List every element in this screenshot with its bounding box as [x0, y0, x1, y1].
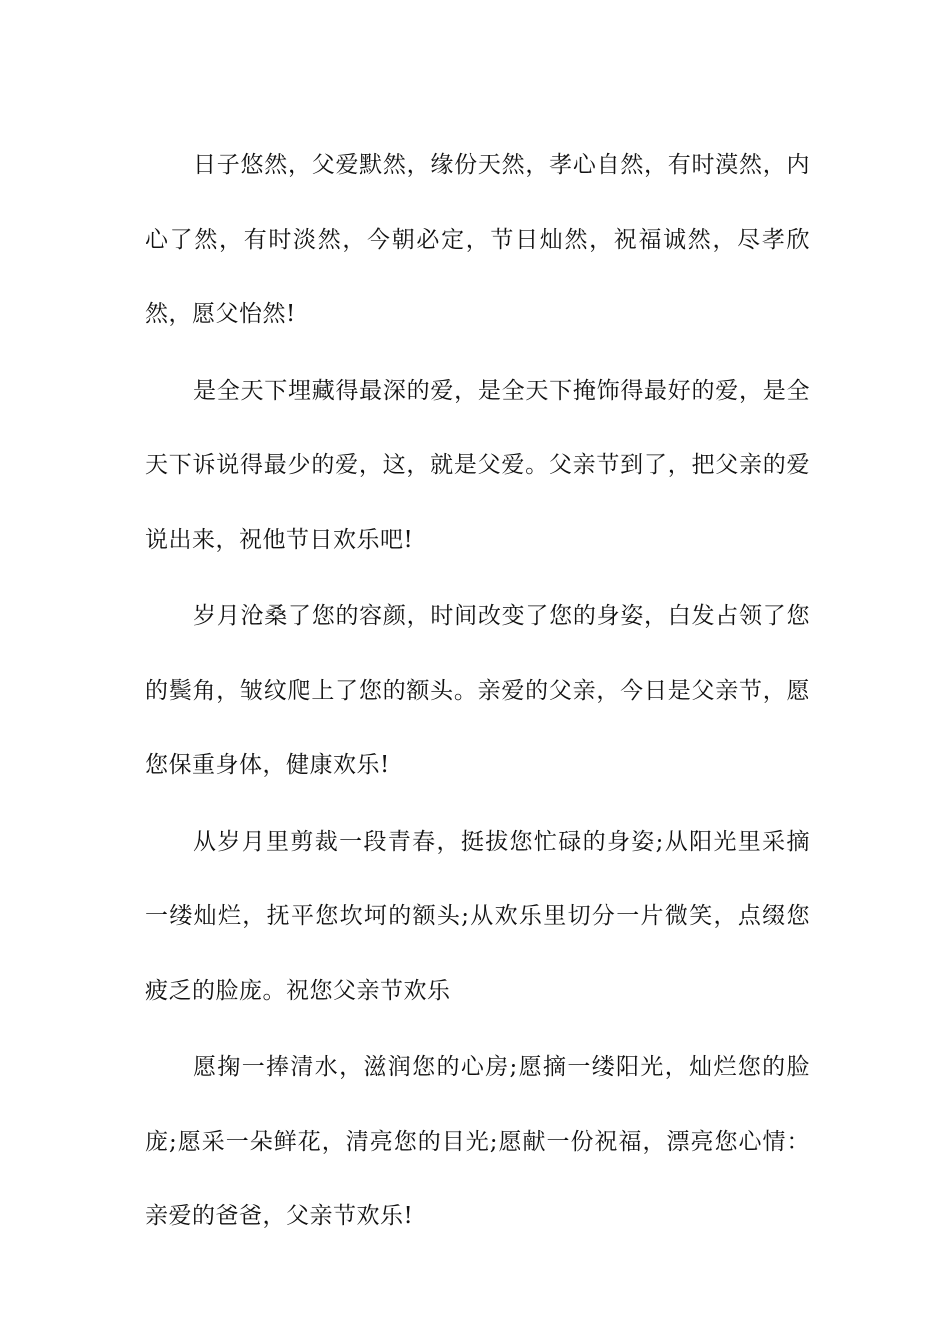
paragraph-3: 岁月沧桑了您的容颜，时间改变了您的身姿，白发占领了您的鬓角，皱纹爬上了您的额头。亲爱的父亲，今日是父亲节，愿您保重身体，健康欢乐! — [145, 603, 810, 778]
paragraph-4: 从岁月里剪裁一段青春，挺拔您忙碌的身姿;从阳光里采摘一缕灿烂，抚平您坎坷的额头;从欢乐里切分一片微笑，点缀您疲乏的脸庞。祝您父亲节欢乐 — [145, 828, 810, 1004]
paragraph-2: 是全天下埋藏得最深的爱，是全天下掩饰得最好的爱，是全天下诉说得最少的爱，这，就是父爱。父亲节到了，把父亲的爱说出来，祝他节日欢乐吧! — [145, 377, 810, 553]
paragraph-1: 日子悠然，父爱默然，缘份天然，孝心自然，有时漠然，内心了然，有时淡然，今朝必定，节日灿然，祝福诚然，尽孝欣然，愿父怡然! — [145, 152, 810, 327]
document-body — [145, 128, 810, 1256]
paragraph-5: 愿掬一捧清水，滋润您的心房;愿摘一缕阳光，灿烂您的脸庞;愿采一朵鲜花，清亮您的目光;愿献一份祝福，漂亮您心情：亲爱的爸爸，父亲节欢乐! — [145, 1054, 810, 1229]
